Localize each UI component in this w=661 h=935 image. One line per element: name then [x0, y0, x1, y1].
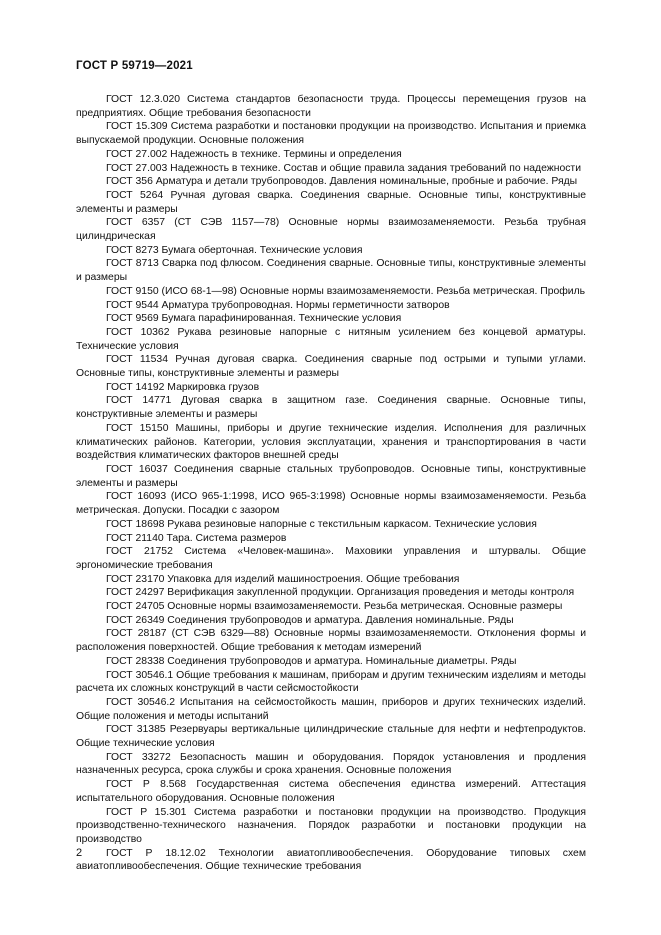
- reference-item: ГОСТ 6357 (СТ СЭВ 1157—78) Основные нормы взаимозаменяемости. Резьба трубная цилиндрическая: [76, 217, 586, 243]
- reference-item: ГОСТ 18698 Рукава резиновые напорные с текстильным каркасом. Технические условия: [106, 518, 537, 530]
- reference-item: ГОСТ 16037 Соединения сварные стальных трубопроводов. Основные типы, конструктивные элементы и размеры: [76, 463, 586, 489]
- reference-item: ГОСТ 24705 Основные нормы взаимозаменяемости. Резьба метрическая. Основные размеры: [106, 601, 563, 613]
- reference-item: ГОСТ 5264 Ручная дуговая сварка. Соединения сварные. Основные типы, конструктивные элементы и размеры: [76, 189, 586, 215]
- reference-item: ГОСТ 31385 Резервуары вертикальные цилиндрические стальные для нефти и нефтепродуктов. Общие технические условия: [76, 724, 586, 750]
- reference-item: ГОСТ 23170 Упаковка для изделий машиностроения. Общие требования: [106, 573, 460, 585]
- reference-list: [76, 93, 586, 874]
- reference-item: ГОСТ 11534 Ручная дуговая сварка. Соединения сварные под острыми и тупыми углами. Основные типы, конструктивные элементы и размеры: [76, 354, 586, 380]
- reference-item: ГОСТ 12.3.020 Система стандартов безопасности труда. Процессы перемещения грузов на предприятиях. Общие требования безопасности: [76, 94, 586, 119]
- reference-item: ГОСТ 356 Арматура и детали трубопроводов. Давления номинальные, пробные и рабочие. Ряды: [106, 176, 578, 188]
- reference-item: ГОСТ 26349 Соединения трубопроводов и арматура. Давления номинальные. Ряды: [106, 614, 514, 626]
- reference-item: ГОСТ 30546.2 Испытания на сейсмостойкость машин, приборов и других технических изделий. Общие положения и методы испытаний: [76, 696, 586, 722]
- reference-item: ГОСТ 15.309 Система разработки и постановки продукции на производство. Испытания и приемка выпускаемой продукции. Основные положения: [76, 121, 586, 147]
- reference-item: ГОСТ 33272 Безопасность машин и оборудования. Порядок установления и продления назначенных ресурса, срока службы и срока хранения. Основные положения: [76, 751, 586, 777]
- reference-item: ГОСТ 28187 (СТ СЭВ 6329—88) Основные нормы взаимозаменяемости. Отклонения формы и расположения поверхностей. Общие требования к методам измерений: [76, 628, 586, 654]
- reference-item: ГОСТ 8273 Бумага оберточная. Технические условия: [106, 244, 363, 256]
- reference-item: ГОСТ 28338 Соединения трубопроводов и арматура. Номинальные диаметры. Ряды: [106, 655, 517, 667]
- reference-item: ГОСТ 16093 (ИСО 965-1:1998, ИСО 965-3:1998) Основные нормы взаимозаменяемости. Резьба метрическая. Допуски. Посадки с зазором: [76, 491, 586, 517]
- reference-item: ГОСТ 8713 Сварка под флюсом. Соединения сварные. Основные типы, конструктивные элементы и размеры: [76, 258, 586, 284]
- reference-item: ГОСТ 27.003 Надежность в технике. Состав и общие правила задания требований по надежности: [106, 162, 581, 174]
- reference-item: ГОСТ Р 18.12.02 Технологии авиатопливообеспечения. Оборудование типовых схем авиатопливообеспечения. Общие технические требования: [76, 847, 586, 873]
- reference-item: ГОСТ 21140 Тара. Система размеров: [106, 532, 287, 544]
- reference-item: ГОСТ 9569 Бумага парафинированная. Технические условия: [106, 313, 402, 325]
- reference-item: ГОСТ 27.002 Надежность в технике. Термины и определения: [106, 148, 402, 160]
- reference-item: ГОСТ 15150 Машины, приборы и другие технические изделия. Исполнения для различных климатических районов. Категории, условия эксплуатации, хранения и транспортирования в части воздействия климатических факторов внешней среды: [76, 422, 586, 462]
- page-number: 2: [76, 847, 83, 859]
- document-header: ГОСТ Р 59719—2021: [76, 60, 193, 72]
- reference-item: ГОСТ 9544 Арматура трубопроводная. Нормы герметичности затворов: [106, 299, 450, 311]
- reference-item: ГОСТ 21752 Система «Человек-машина». Маховики управления и штурвалы. Общие эргономические требования: [76, 546, 586, 571]
- reference-item: ГОСТ Р 8.568 Государственная система обеспечения единства измерений. Аттестация испытательного оборудования. Основные положения: [76, 779, 586, 804]
- reference-item: ГОСТ 30546.1 Общие требования к машинам, приборам и другим техническим изделиям и методы расчета их сложных конструкций в части сейсмостойкости: [76, 669, 586, 695]
- reference-item: ГОСТ 24297 Верификация закупленной продукции. Организация проведения и методы контроля: [106, 587, 575, 599]
- reference-item: ГОСТ 14771 Дуговая сварка в защитном газе. Соединения сварные. Основные типы, конструктивные элементы и размеры: [76, 395, 586, 421]
- reference-item: ГОСТ 9150 (ИСО 68-1—98) Основные нормы взаимозаменяемости. Резьба метрическая. Профиль: [106, 285, 586, 297]
- reference-item: ГОСТ 10362 Рукава резиновые напорные с нитяным усилением без концевой арматуры. Технические условия: [76, 326, 586, 352]
- reference-item: ГОСТ 14192 Маркировка грузов: [106, 381, 260, 393]
- reference-item: ГОСТ Р 15.301 Система разработки и постановки продукции на производство. Продукция производственно-технического назначения. Порядок разработки и постановки продукции на производство: [76, 806, 586, 845]
